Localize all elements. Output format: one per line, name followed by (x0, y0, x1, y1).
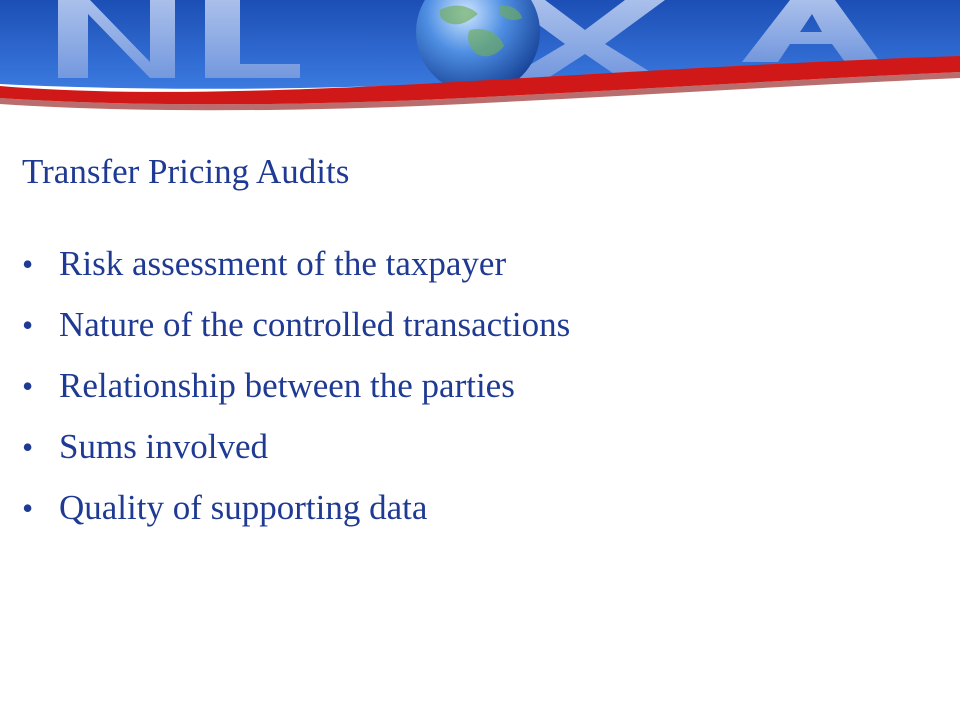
bullet-item (22, 364, 570, 425)
bullet-list (22, 242, 570, 547)
header-banner (0, 0, 960, 125)
bullet-text: Nature of the controlled transactions (59, 305, 571, 344)
bullet-icon: • (22, 429, 34, 465)
bullet-text: Relationship between the parties (59, 366, 515, 405)
slide-title: Transfer Pricing Audits (22, 152, 350, 191)
bullet-icon: • (22, 307, 34, 343)
bullet-item (22, 486, 570, 547)
banner-graphic (0, 0, 960, 125)
bullet-text: Risk assessment of the taxpayer (59, 244, 507, 283)
bullet-item (22, 425, 570, 486)
bullet-icon: • (22, 246, 34, 282)
bullet-item (22, 303, 570, 364)
bullet-icon: • (22, 368, 34, 404)
bullet-item (22, 242, 570, 303)
bullet-icon: • (22, 490, 34, 526)
bullet-text: Quality of supporting data (59, 488, 428, 527)
bullet-text: Sums involved (59, 427, 269, 466)
